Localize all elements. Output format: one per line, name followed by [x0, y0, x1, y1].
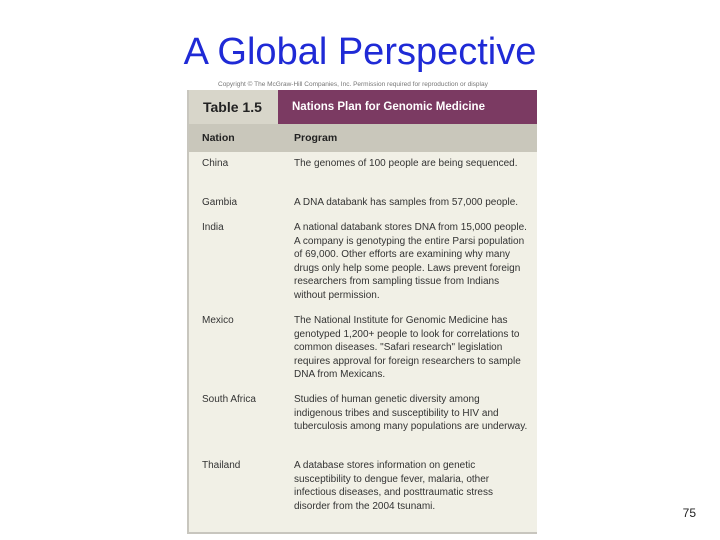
nation-cell: China	[202, 158, 229, 169]
table-row	[189, 393, 537, 434]
nation-cell: Gambia	[202, 197, 238, 208]
program-cell: The genomes of 100 people are being sequenced.	[294, 158, 518, 169]
nation-cell: Thailand	[202, 460, 241, 471]
program-cell: The National Institute for Genomic Medicine has genotyped 1,200+ people to look for correlations to common diseases. "Safari research" legislation requires approval for foreign researchers to sample DNA from Mexicans.	[294, 315, 521, 381]
table-row	[189, 157, 537, 171]
table-row	[189, 459, 537, 513]
program-cell: Studies of human genetic diversity among indigenous tribes and susceptibility to HIV and tuberculosis among many populations are underway.	[294, 394, 528, 433]
table-number: Table 1.5	[189, 90, 278, 124]
nation-cell: Mexico	[202, 315, 234, 326]
genomic-medicine-table	[187, 90, 537, 534]
nation-cell: India	[202, 222, 224, 233]
column-header-row	[189, 124, 537, 152]
page-number: 75	[682, 506, 696, 520]
table-row	[189, 196, 537, 210]
column-header-nation: Nation	[202, 132, 235, 144]
nation-cell: South Africa	[202, 394, 256, 405]
program-cell: A DNA databank has samples from 57,000 people.	[294, 197, 519, 208]
slide-title: A Global Perspective	[183, 31, 537, 73]
table-caption: Nations Plan for Genomic Medicine	[292, 101, 485, 113]
table-header	[189, 90, 537, 124]
program-cell: A national databank stores DNA from 15,000 people. A company is genotyping the entire Parsi population of 69,000. Other efforts are examining why many drugs only help some people. Laws prevent foreign researchers from sampling tissue from Indians without permission.	[294, 222, 527, 301]
column-header-program: Program	[294, 132, 338, 144]
table-row	[189, 314, 537, 382]
table-row	[189, 221, 537, 303]
copyright-notice: Copyright © The McGraw-Hill Companies, Inc. Permission required for reproduction or display	[218, 81, 488, 88]
program-cell: A database stores information on genetic susceptibility to dengue fever, malaria, other infectious diseases, and posttraumatic stress disorder from the 2004 tsunami.	[294, 460, 493, 512]
